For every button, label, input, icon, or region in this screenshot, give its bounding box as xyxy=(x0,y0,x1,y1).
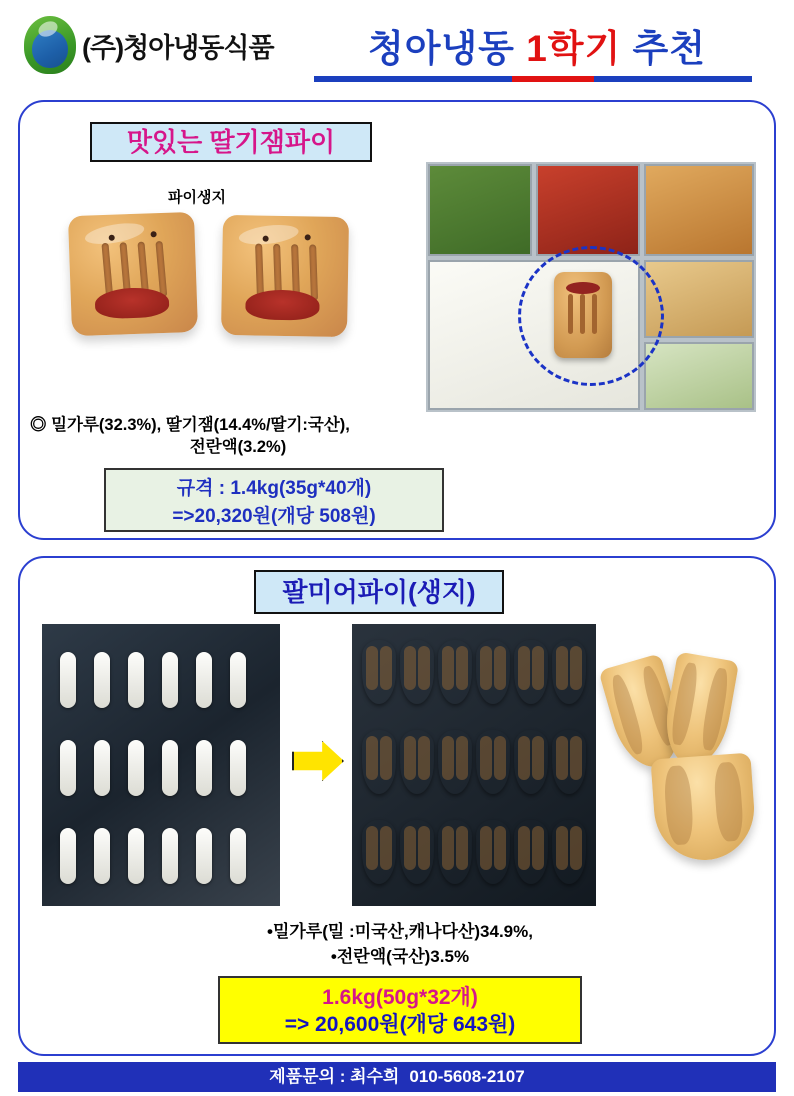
leaf-logo-icon xyxy=(22,14,78,76)
palmier-product-photo xyxy=(606,650,776,880)
section1-price-box xyxy=(104,468,444,532)
raw-dough-photo xyxy=(42,624,280,906)
company-name: (주)청아냉동식품 xyxy=(82,32,274,63)
pastry-left xyxy=(68,212,198,336)
page-title-part3: 추천 xyxy=(621,28,707,69)
title-underline-middle xyxy=(512,76,594,82)
section1-ingredients-line1: ◎ 밀가루(32.3%), 딸기잼(14.4%/딸기:국산), xyxy=(30,416,350,434)
section2-ingredients-line2: •전란액(국산)3.5% xyxy=(330,946,470,966)
section2-spec-line2: => 20,600원(개당 643원) xyxy=(284,1013,516,1037)
page-footer xyxy=(18,1062,776,1092)
baked-palmier-photo xyxy=(352,624,596,906)
page-title-part2: 1학기 xyxy=(526,28,622,69)
palmier-item-3 xyxy=(650,753,757,864)
tray-cell-soup xyxy=(644,342,754,410)
company-logo-block xyxy=(22,14,274,76)
section2-spec-line1: 1.6kg(50g*32개) xyxy=(322,986,478,1009)
section1-ingredients xyxy=(30,414,430,459)
tray-cell-main xyxy=(644,164,754,256)
footer-contact-label: 제품문의 : 최수희 xyxy=(269,1067,400,1086)
footer-phone: 010-5608-2107 xyxy=(409,1067,525,1086)
section1-spec-line1: 규격 : 1.4kg(35g*40개) xyxy=(176,478,372,499)
strawberry-pie-photo xyxy=(60,210,360,390)
process-arrow-icon xyxy=(292,740,344,782)
title-underline-right xyxy=(594,76,752,82)
section1-ingredients-line2: 전란액(3.2%) xyxy=(189,438,287,457)
tray-cell-kimchi xyxy=(536,164,640,256)
section1-sub-label: 파이생지 xyxy=(168,189,226,206)
title-underline-left xyxy=(314,76,512,82)
section1-spec-line2: =>20,320원(개당 508원) xyxy=(172,505,376,527)
section2-price-box xyxy=(218,976,582,1044)
section2-ingredients-line1: •밀가루(밀 :미국산,캐나다산)34.9%, xyxy=(267,922,533,941)
page-title-part1: 청아냉동 xyxy=(367,28,527,69)
section2-title: 팔미어파이(생지) xyxy=(254,570,504,614)
tray-cell-vegetable xyxy=(428,164,532,256)
section2-ingredients xyxy=(160,920,640,969)
meal-tray-photo xyxy=(426,162,756,412)
page-header xyxy=(0,0,794,92)
page-title xyxy=(312,18,762,72)
pastry-right xyxy=(221,215,349,337)
highlight-circle xyxy=(518,246,664,386)
section1-title: 맛있는 딸기잼파이 xyxy=(90,122,372,162)
